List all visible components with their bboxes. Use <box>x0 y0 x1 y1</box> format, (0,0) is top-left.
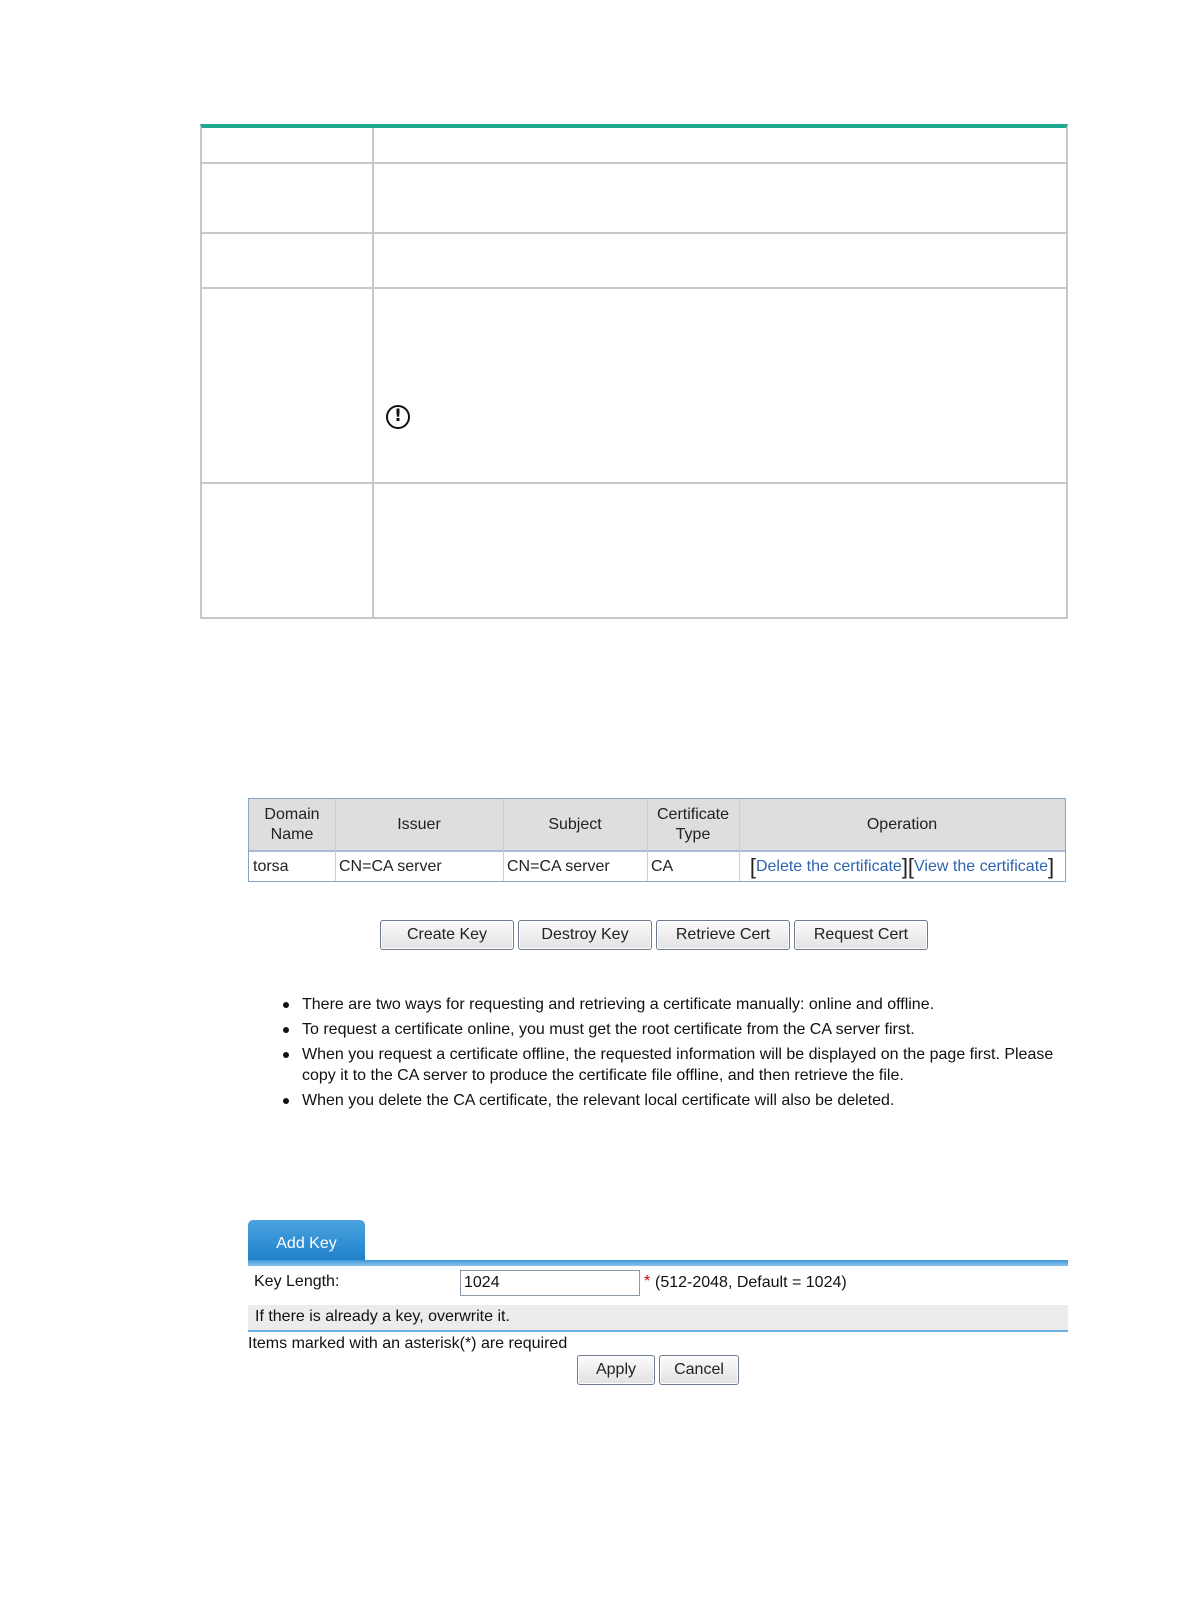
certificate-table <box>248 798 1066 882</box>
col-header-certificate-type: Certificate Type <box>656 805 730 843</box>
apply-button[interactable]: Apply <box>577 1355 655 1385</box>
view-certificate-link[interactable]: View the certificate <box>914 857 1049 875</box>
note-item: To request a certificate online, you must get the root certificate from the CA server first. <box>282 1019 1082 1040</box>
col-header-operation: Operation <box>866 815 938 833</box>
destroy-key-button[interactable]: Destroy Key <box>518 920 652 950</box>
key-length-label: Key Length: <box>254 1273 340 1290</box>
tab-underline <box>248 1260 1068 1266</box>
note-item: There are two ways for requesting and retrieving a certificate manually: online and offline. <box>282 994 1082 1015</box>
cell-certificate-type: CA <box>651 857 674 875</box>
tab-add-key[interactable]: Add Key <box>248 1220 365 1262</box>
col-header-subject: Subject <box>548 815 602 833</box>
parameter-table <box>200 124 1068 619</box>
caution-icon: ! <box>386 405 410 429</box>
key-length-input[interactable] <box>460 1270 640 1296</box>
table-header-row <box>202 128 1066 164</box>
cell-subject: CN=CA server <box>507 857 610 875</box>
cancel-button[interactable]: Cancel <box>659 1355 739 1385</box>
required-fields-note: Items marked with an asterisk(*) are required <box>248 1335 568 1352</box>
note-item: When you delete the CA certificate, the relevant local certificate will also be deleted. <box>282 1090 1082 1111</box>
table-row <box>202 162 1066 234</box>
cell-operation: [ Delete the certificate ][ View the certificate ] <box>749 853 1055 879</box>
table-row <box>202 287 1066 484</box>
required-asterisk: * <box>644 1273 651 1290</box>
cell-issuer: CN=CA server <box>339 857 442 875</box>
notes-list <box>282 994 1082 1115</box>
col-header-issuer: Issuer <box>397 815 441 833</box>
table-row <box>202 232 1066 289</box>
key-length-range-hint: (512-2048, Default = 1024) <box>655 1274 847 1291</box>
col-header-domain-name: Domain Name <box>264 805 320 843</box>
overwrite-text: If there is already a key, overwrite it. <box>255 1308 510 1325</box>
note-item: When you request a certificate offline, the requested information will be displayed on the page first. Please copy it to the CA server to produce the certificate file offline, and then retrieve the file. <box>282 1044 1082 1086</box>
create-key-button[interactable]: Create Key <box>380 920 514 950</box>
delete-certificate-link[interactable]: Delete the certificate <box>755 857 902 875</box>
retrieve-cert-button[interactable]: Retrieve Cert <box>656 920 790 950</box>
column-divider <box>372 128 374 617</box>
request-cert-button[interactable]: Request Cert <box>794 920 928 950</box>
cell-domain: torsa <box>253 857 289 875</box>
overwrite-row <box>248 1305 1068 1332</box>
